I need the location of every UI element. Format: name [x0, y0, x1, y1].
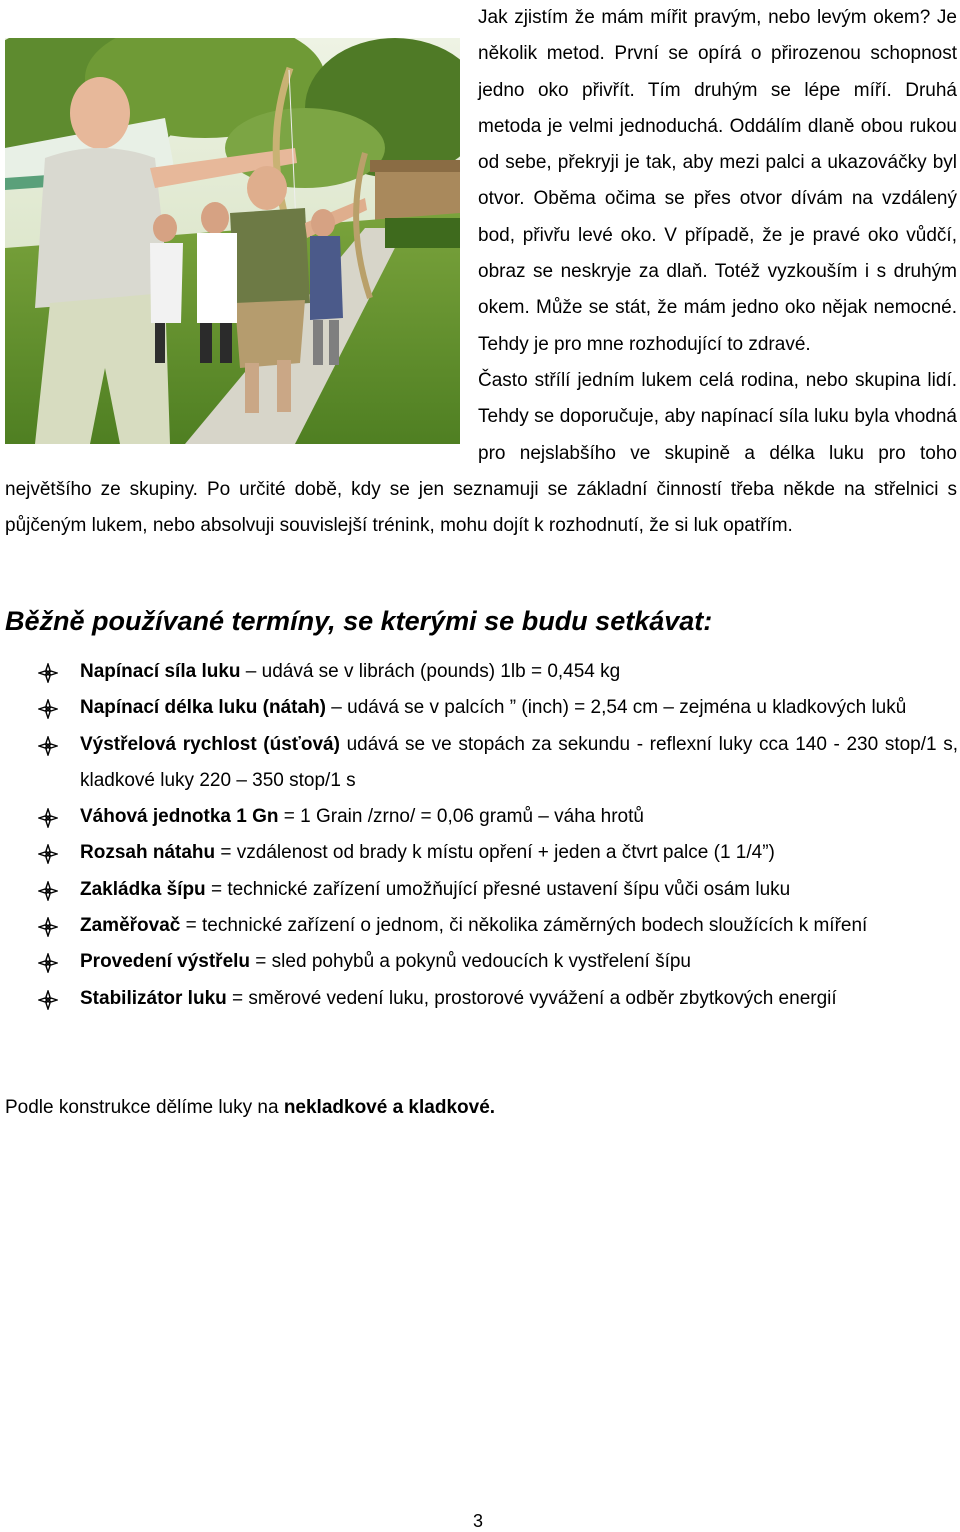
section-heading: Běžně používané termíny, se kterými se budu setkávat: — [5, 606, 713, 636]
term-definition: = sled pohybů a pokynů vedoucích k vystřelení šípu — [250, 951, 691, 973]
term-definition: udává se ve stopách za sekundu - reflexní luky cca 140 - 230 stop/1 s, kladkové luky 220 – 350 stop/1 s — [80, 733, 958, 791]
diamond-bullet-icon — [38, 917, 58, 937]
term-name: Stabilizátor luku — [80, 987, 227, 1009]
term-item — [0, 799, 958, 835]
term-name: Napínací síla luku — [80, 661, 241, 682]
term-name: Provedení výstřelu — [80, 951, 251, 973]
intro-paragraph-2: Často střílí jedním lukem celá rodina, nebo skupina lidí. Tehdy se doporučuje, aby napínací síla luku byla vhodná pro nejslabšího ve skupině a délka luku pro toho největšího ze skupiny. Po určité době, kdy se jen seznamuji se základní činností třeba někde na střelnici s půjčeným lukem, nebo absolvuji souvislejší trénink, mohu dojít k rozhodnutí, že si luk opatřím. — [5, 369, 957, 537]
term-item — [0, 654, 958, 690]
term-item — [0, 835, 958, 871]
term-item — [0, 727, 958, 800]
term-definition: = 1 Grain /zrno/ = 0,06 gramů – váha hrotů — [278, 806, 644, 828]
diamond-bullet-icon — [38, 808, 58, 828]
term-item — [0, 981, 958, 1017]
diamond-bullet-icon — [38, 699, 58, 719]
term-item — [0, 872, 958, 908]
diamond-bullet-icon — [38, 844, 58, 864]
term-definition: = vzdálenost od brady k místu opření + jeden a čtvrt palce (1 1/4”) — [215, 842, 775, 864]
closing-bold: nekladkové a kladkové. — [283, 1097, 496, 1118]
diamond-bullet-icon — [38, 881, 58, 901]
term-item — [0, 944, 958, 980]
term-definition: = technické zařízení umožňující přesné ustavení šípu vůči osám luku — [205, 878, 791, 900]
term-name: Rozsah nátahu — [80, 842, 216, 864]
term-item — [0, 908, 958, 944]
term-definition: – udává se v librách (pounds) 1lb = 0,454 kg — [240, 661, 621, 682]
term-name: Zakládka šípu — [80, 878, 206, 900]
term-name: Výstřelová rychlost (úsťová) — [80, 733, 340, 755]
page-number: 3 — [473, 1511, 484, 1531]
diamond-bullet-icon — [38, 736, 58, 756]
diamond-bullet-icon — [38, 663, 58, 683]
archery-photo — [5, 38, 460, 444]
term-name: Napínací délka luku (nátah) — [80, 697, 326, 719]
closing-sentence — [5, 1090, 495, 1126]
term-definition: = technické zařízení o jednom, či několika záměrných bodech sloužících k míření — [180, 915, 868, 937]
term-definition: = směrové vedení luku, prostorové vyvážení a odběr zbytkových energií — [226, 987, 837, 1009]
terms-list — [0, 654, 958, 1017]
term-name: Zaměřovač — [80, 915, 181, 937]
term-name: Váhová jednotka 1 Gn — [80, 806, 279, 828]
term-item — [0, 690, 958, 726]
intro-section — [5, 0, 957, 544]
closing-text: Podle konstrukce dělíme luky na — [5, 1097, 284, 1118]
intro-paragraph-1: Jak zjistím že mám mířit pravým, nebo levým okem? Je několik metod. První se opírá o přirozenou schopnost jedno oko přivřít. Tím druhým se lépe míří. Druhá metoda je velmi jednoduchá. Oddálím dlaně obou rukou od sebe, překryji je tak, aby mezi palci a ukazováčky byl otvor. Oběma očima se přes otvor dívám na vzdálený bod, přivřu levé oko. V případě, že je pravé oko vůdčí, obraz se neskryje za dlaň. Totéž vyzkouším i s druhým okem. Může se stát, že mám jedno oko nějak nemocné. Tehdy je pro mne rozhodující to zdravé. — [478, 7, 957, 355]
diamond-bullet-icon — [38, 990, 58, 1010]
diamond-bullet-icon — [38, 953, 58, 973]
term-definition: – udává se v palcích ” (inch) = 2,54 cm – zejména u kladkových luků — [326, 697, 907, 719]
